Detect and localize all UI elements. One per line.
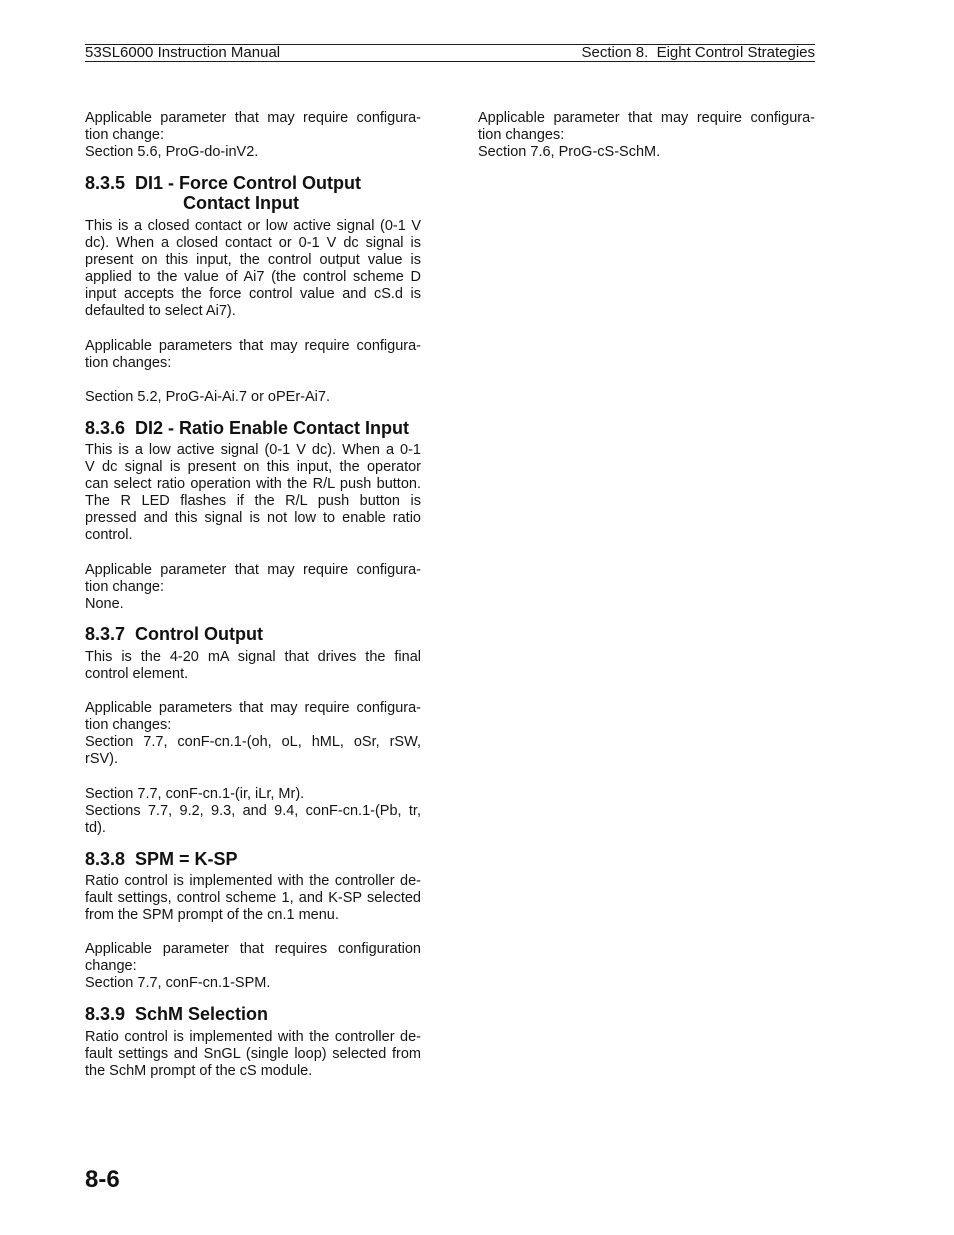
- section-8-3-6-applicable: [85, 562, 421, 613]
- text-line: Ratio control is implemented with the controller de-: [85, 1029, 421, 1045]
- text-line: V dc signal is present on this input, the operator: [85, 459, 421, 475]
- text-line: fault settings, control scheme 1, and K-SP selected: [85, 890, 421, 906]
- heading-title: SPM = K-SP: [135, 849, 238, 869]
- section-8-3-7-body: [85, 649, 421, 683]
- section-8-3-6-heading: [85, 418, 409, 438]
- text-line: rSV).: [85, 751, 119, 767]
- text-line: tion changes:: [85, 355, 172, 371]
- header-section-title: Section 8. Eight Control Strategies: [581, 44, 815, 61]
- section-8-3-5-references: [85, 389, 421, 406]
- text-line: td).: [85, 820, 106, 836]
- text-line: Section 7.7, conF-cn.1-SPM.: [85, 975, 271, 991]
- text-line: Applicable parameters that may require configura-: [85, 700, 421, 716]
- text-line: tion changes:: [85, 717, 172, 733]
- section-8-3-7-applicable: [85, 700, 421, 768]
- text-line: Ratio control is implemented with the controller de-: [85, 873, 421, 889]
- section-8-3-8-heading: [85, 849, 238, 869]
- text-line: This is a low active signal (0-1 V dc). When a 0-1: [85, 442, 421, 458]
- intro-applicable-paragraph: [85, 110, 421, 161]
- section-8-3-8-applicable: [85, 941, 421, 992]
- heading-title: SchM Selection: [135, 1004, 269, 1024]
- text-line: This is a closed contact or low active signal (0-1 V: [85, 218, 421, 234]
- heading-number: 8.3.5: [85, 173, 126, 193]
- text-line: dc). When a closed contact or 0-1 V dc signal is: [85, 235, 421, 251]
- text-line: Section 7.7, conF-cn.1-(oh, oL, hML, oSr, rSW,: [85, 734, 421, 750]
- heading-number: 8.3.9: [85, 1004, 126, 1024]
- text-line: This is the 4-20 mA signal that drives the final: [85, 649, 421, 665]
- heading-title: Control Output: [135, 624, 263, 644]
- text-line: fault settings and SnGL (single loop) selected from: [85, 1046, 421, 1062]
- text-line: present on this input, the control output value is: [85, 252, 421, 268]
- text-line: pressed and this signal is not low to enable ratio: [85, 510, 421, 526]
- section-8-3-7-references: [85, 786, 421, 837]
- text-line: control element.: [85, 666, 189, 682]
- text-line: control.: [85, 527, 133, 543]
- heading-number: 8.3.8: [85, 849, 126, 869]
- text-line: tion change:: [85, 579, 165, 595]
- section-8-3-5-body: [85, 218, 421, 320]
- text-line: input accepts the force control value and cS.d is: [85, 286, 421, 302]
- text-line: tion changes:: [478, 127, 565, 143]
- section-8-3-5-applicable: [85, 338, 421, 372]
- text-line: Applicable parameter that may require configura-: [85, 562, 421, 578]
- heading-number: 8.3.7: [85, 624, 126, 644]
- section-8-3-7-heading: [85, 624, 263, 644]
- text-line: Section 7.6, ProG-cS-SchM.: [478, 144, 661, 160]
- right-applicable-paragraph: [478, 110, 815, 161]
- heading-title-continuation: Contact Input: [183, 193, 299, 213]
- text-line: can select ratio operation with the R/L push button.: [85, 476, 421, 492]
- heading-title: DI1 - Force Control Output: [135, 173, 361, 193]
- text-line: Section 5.2, ProG-Ai-Ai.7 or oPEr-Ai7.: [85, 389, 330, 405]
- heading-number: 8.3.6: [85, 418, 126, 438]
- text-line: The R LED flashes if the R/L push button is: [85, 493, 421, 509]
- text-line: Applicable parameter that may require configura-: [85, 110, 421, 126]
- text-line: Section 5.6, ProG-do-inV2.: [85, 144, 259, 160]
- text-line: from the SPM prompt of the cn.1 menu.: [85, 907, 339, 923]
- text-line: Applicable parameter that may require configura-: [478, 110, 815, 126]
- section-8-3-8-body: [85, 873, 421, 924]
- header-manual-title: 53SL6000 Instruction Manual: [85, 44, 281, 61]
- heading-title: DI2 - Ratio Enable Contact Input: [135, 418, 410, 438]
- text-line: applied to the value of Ai7 (the control scheme D: [85, 269, 421, 285]
- text-line: Applicable parameters that may require configura-: [85, 338, 421, 354]
- text-line: None.: [85, 596, 124, 612]
- text-line: defaulted to select Ai7).: [85, 303, 236, 319]
- text-line: Sections 7.7, 9.2, 9.3, and 9.4, conF-cn.1-(Pb, tr,: [85, 803, 421, 819]
- header-rule-bottom: [85, 61, 815, 62]
- page-number: 8-6: [85, 1166, 120, 1193]
- section-8-3-6-body: [85, 442, 421, 544]
- text-line: change:: [85, 958, 137, 974]
- text-line: Section 7.7, conF-cn.1-(ir, iLr, Mr).: [85, 786, 305, 802]
- text-line: the SchM prompt of the cS module.: [85, 1063, 313, 1079]
- text-line: tion change:: [85, 127, 165, 143]
- section-8-3-9-heading: [85, 1004, 268, 1024]
- section-8-3-5-heading: [85, 173, 361, 193]
- text-line: Applicable parameter that requires configuration: [85, 941, 421, 957]
- section-8-3-9-body: [85, 1029, 421, 1080]
